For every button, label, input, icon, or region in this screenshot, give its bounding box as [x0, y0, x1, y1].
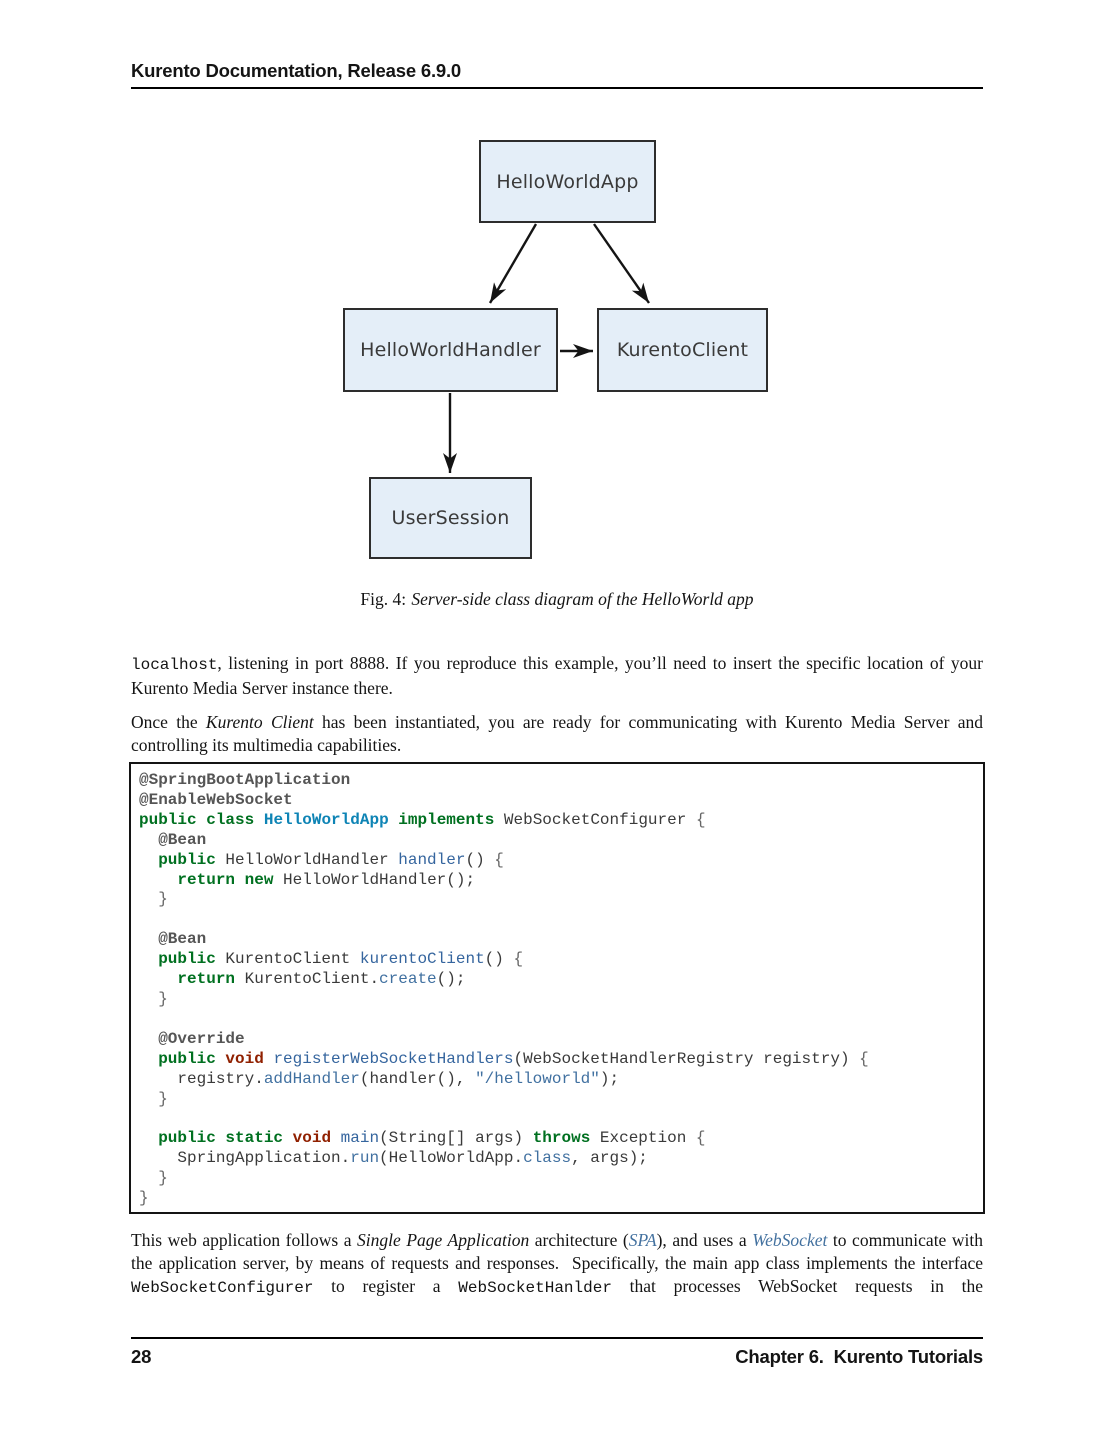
java-code-block [129, 762, 985, 1214]
edge-app-to-kurentoclient [594, 224, 649, 303]
class-node-helloworldhandler [343, 308, 558, 392]
code-line: return new HelloWorldHandler(); [177, 870, 476, 889]
code-line: @EnableWebSocket [139, 790, 293, 809]
inline-code: WebSocketConfigurer [131, 1279, 314, 1297]
text-run: Once the [131, 712, 206, 732]
code-line [139, 910, 977, 930]
figure-caption-label: Fig. 4: [360, 589, 407, 609]
code-line: @Override [158, 1029, 245, 1048]
code-line: SpringApplication.run(HelloWorldApp.class, args); [139, 1149, 648, 1168]
paragraph-spa-websocket [131, 1229, 983, 1300]
code-line: } [158, 1169, 168, 1188]
header-title: Kurento Documentation, Release 6.9.0 [131, 60, 462, 81]
page-number: 28 [131, 1346, 152, 1367]
inline-code: WebSocketHanlder [458, 1279, 612, 1297]
page-footer [131, 1337, 983, 1368]
emphasized-text: Single Page Application [357, 1230, 530, 1250]
code-line: public void registerWebSocketHandlers(WebSocketHandlerRegistry registry) { [158, 1049, 869, 1068]
code-line [139, 1010, 977, 1030]
figure-caption [131, 589, 983, 610]
hyperlink[interactable]: WebSocket [752, 1230, 828, 1250]
class-node-label: HelloWorldApp [496, 170, 639, 193]
class-node-label: KurentoClient [616, 339, 749, 361]
code-line: @SpringBootApplication [139, 771, 351, 789]
inline-code: localhost [131, 656, 218, 674]
text-run: to register a [313, 1276, 459, 1296]
code-line: public class HelloWorldApp implements WebSocketConfigurer { [139, 810, 706, 829]
code-line [139, 1109, 977, 1129]
paragraph-localhost [131, 652, 983, 700]
class-node-label: UserSession [391, 507, 510, 529]
page-header [131, 60, 983, 89]
class-node-usersession [369, 477, 532, 559]
code-line: public static void main(String[] args) throws Exception { [158, 1129, 706, 1148]
text-run: This web application follows a [131, 1230, 358, 1250]
code-line: } [158, 890, 168, 909]
code-line: @Bean [158, 830, 207, 849]
emphasized-text: Kurento Client [205, 712, 314, 732]
edge-app-to-handler [490, 224, 536, 303]
code-line: registry.addHandler(handler(), "/helloworld"); [139, 1069, 620, 1088]
text-run: , listening in port 8888. If you reproduce this example, you’ll need to insert the specific location of your Kurento Media Server instance there. [131, 653, 983, 698]
code-line: public KurentoClient kurentoClient() { [158, 950, 524, 969]
class-diagram [131, 130, 983, 585]
text-run: architecture ( [529, 1230, 629, 1250]
class-node-label: HelloWorldHandler [360, 339, 541, 361]
code-line: } [158, 989, 168, 1008]
text-run: ), and uses a [656, 1230, 753, 1250]
paragraph-kurento-client [131, 711, 983, 757]
chapter-title: Chapter 6. Kurento Tutorials [735, 1346, 983, 1367]
code-line: return KurentoClient.create(); [177, 970, 466, 989]
code-line: } [158, 1089, 168, 1108]
figure-caption-text: Server-side class diagram of the HelloWorld app [411, 589, 754, 609]
text-run: that processes WebSocket requests in the [611, 1276, 983, 1296]
code-line: public HelloWorldHandler handler() { [158, 850, 504, 869]
class-node-helloworldapp [479, 140, 656, 223]
code-line: @Bean [158, 930, 207, 949]
code-line: } [139, 1189, 149, 1208]
class-node-kurentoclient [597, 308, 768, 392]
hyperlink[interactable]: SPA [628, 1230, 657, 1250]
text-run: has been instantiated, you are ready for communicating with Kurento Media Server and controlling its multimedia capabilities. [131, 712, 983, 755]
text-run: to communicate with the application server, by means of requests and responses. Specifically, the main app class implements the interface [131, 1230, 983, 1273]
